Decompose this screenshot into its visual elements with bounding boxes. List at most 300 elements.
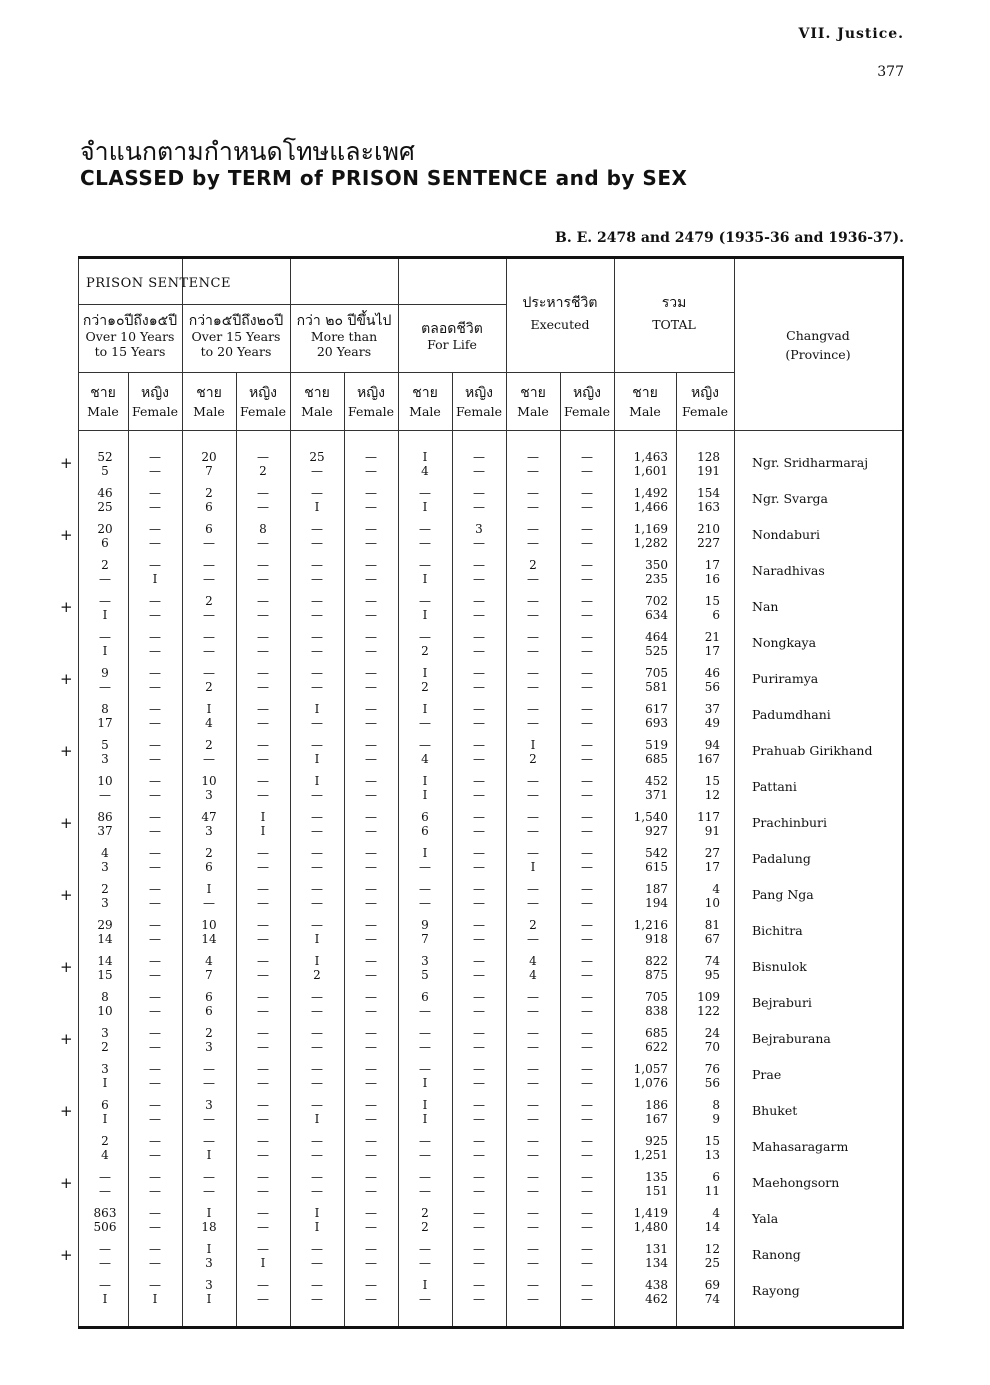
table-cell: 2: [421, 1206, 429, 1220]
table-cell: —: [365, 896, 377, 910]
table-cell: —: [311, 1076, 323, 1090]
table-cell: I: [206, 1292, 212, 1306]
total-male-cell: 634: [645, 608, 668, 622]
table-cell: —: [473, 1292, 485, 1306]
table-cell: —: [149, 1184, 161, 1198]
table-cell: 3: [205, 1098, 213, 1112]
table-cell: —: [149, 500, 161, 514]
table-cell: —: [365, 630, 377, 644]
table-cell: 6: [421, 810, 429, 824]
table-cell: 29: [97, 918, 113, 932]
table-cell: —: [473, 752, 485, 766]
table-cell: —: [365, 788, 377, 802]
table-cell: —: [581, 1256, 593, 1270]
table-cell: —: [311, 846, 323, 860]
table-cell: —: [311, 1170, 323, 1184]
table-cell: —: [581, 1098, 593, 1112]
table-cell: 2: [101, 1134, 109, 1148]
total-male-cell: 1,492: [633, 486, 668, 500]
total-male-cell: 925: [645, 1134, 668, 1148]
table-cell: —: [581, 702, 593, 716]
total-female-cell: 17: [704, 558, 720, 572]
margin-plus-mark: +: [60, 1246, 73, 1264]
province-name: Yala: [752, 1211, 779, 1226]
table-cell: —: [581, 932, 593, 946]
table-cell: —: [149, 558, 161, 572]
table-cell: —: [149, 630, 161, 644]
table-cell: —: [149, 990, 161, 1004]
table-cell: —: [473, 1242, 485, 1256]
total-male-cell: 838: [645, 1004, 668, 1018]
table-cell: 2: [205, 680, 213, 694]
table-cell: —: [473, 774, 485, 788]
table-cell: I: [102, 1292, 108, 1306]
male-subheader: [78, 386, 128, 419]
table-cell: —: [581, 968, 593, 982]
table-cell: —: [311, 522, 323, 536]
total-male-cell: 350: [645, 558, 668, 572]
sex-thai-label: หญิง: [573, 385, 601, 401]
table-cell: —: [527, 896, 539, 910]
table-cell: —: [365, 1098, 377, 1112]
total-male-cell: 464: [645, 630, 668, 644]
table-cell: —: [311, 882, 323, 896]
table-cell: —: [311, 810, 323, 824]
table-cell: —: [581, 896, 593, 910]
table-cell: —: [149, 1062, 161, 1076]
table-cell: —: [311, 1062, 323, 1076]
table-cell: —: [149, 680, 161, 694]
table-cell: —: [257, 486, 269, 500]
column-rule: [182, 259, 183, 1326]
group-thai-label: ตลอดชีวิต: [421, 321, 483, 337]
table-cell: —: [365, 810, 377, 824]
sex-english-label: Female: [239, 404, 287, 419]
total-male-cell: 452: [645, 774, 668, 788]
table-cell: —: [149, 846, 161, 860]
sex-thai-label: หญิง: [357, 385, 385, 401]
column-rule: [452, 372, 453, 1326]
table-cell: —: [257, 680, 269, 694]
table-cell: —: [203, 666, 215, 680]
table-cell: —: [203, 1170, 215, 1184]
total-male-cell: 685: [645, 752, 668, 766]
total-male-cell: 693: [645, 716, 668, 730]
table-cell: —: [203, 1076, 215, 1090]
table-cell: —: [419, 594, 431, 608]
total-male-cell: 927: [645, 824, 668, 838]
table-cell: 86: [97, 810, 113, 824]
table-cell: —: [473, 644, 485, 658]
table-cell: 10: [201, 774, 217, 788]
column-rule: [734, 259, 735, 1326]
table-cell: —: [149, 774, 161, 788]
total-female-cell: 21: [704, 630, 720, 644]
table-cell: —: [473, 1134, 485, 1148]
table-cell: —: [527, 450, 539, 464]
table-cell: 7: [421, 932, 429, 946]
column-rule: [560, 372, 561, 1326]
table-cell: 3: [475, 522, 483, 536]
table-cell: I: [314, 954, 320, 968]
total-male-cell: 1,057: [633, 1062, 668, 1076]
total-male-cell: 525: [645, 644, 668, 658]
total-male-cell: 1,466: [633, 500, 668, 514]
total-male-cell: 438: [645, 1278, 668, 1292]
table-cell: I: [206, 1148, 212, 1162]
table-cell: —: [473, 990, 485, 1004]
province-name: Bhuket: [752, 1103, 798, 1118]
table-cell: —: [527, 1278, 539, 1292]
table-cell: —: [365, 680, 377, 694]
table-cell: —: [311, 608, 323, 622]
table-cell: —: [311, 644, 323, 658]
table-cell: I: [206, 882, 212, 896]
table-cell: —: [149, 522, 161, 536]
column-rule: [344, 372, 345, 1326]
table-cell: —: [581, 860, 593, 874]
table-cell: —: [149, 788, 161, 802]
table-cell: 6: [101, 1098, 109, 1112]
total-male-cell: 822: [645, 954, 668, 968]
table-cell: —: [473, 968, 485, 982]
table-cell: —: [581, 846, 593, 860]
total-female-cell: 56: [704, 1076, 720, 1090]
table-cell: 6: [421, 824, 429, 838]
table-cell: —: [473, 702, 485, 716]
table-cell: I: [422, 450, 428, 464]
table-cell: —: [365, 846, 377, 860]
table-cell: 8: [101, 990, 109, 1004]
table-cell: —: [473, 810, 485, 824]
province-name: Mahasaragarm: [752, 1139, 849, 1154]
table-cell: —: [365, 1062, 377, 1076]
table-cell: —: [311, 572, 323, 586]
table-cell: —: [257, 1112, 269, 1126]
table-cell: 3: [205, 824, 213, 838]
table-cell: —: [365, 1220, 377, 1234]
table-cell: —: [365, 594, 377, 608]
table-cell: —: [527, 1170, 539, 1184]
table-cell: —: [257, 1076, 269, 1090]
table-cell: —: [311, 1040, 323, 1054]
total-female-cell: 210: [697, 522, 720, 536]
margin-plus-mark: +: [60, 1102, 73, 1120]
table-cell: —: [365, 1026, 377, 1040]
table-cell: —: [581, 1134, 593, 1148]
group-english-label-2: 20 Years: [316, 344, 372, 359]
table-cell: —: [311, 1242, 323, 1256]
total-male-cell: 235: [645, 572, 668, 586]
table-cell: —: [149, 450, 161, 464]
table-cell: —: [365, 932, 377, 946]
total-male-cell: 1,282: [633, 536, 668, 550]
table-cell: —: [581, 608, 593, 622]
table-cell: —: [581, 1026, 593, 1040]
sex-english-label: Male: [87, 404, 119, 419]
table-cell: 17: [97, 716, 113, 730]
table-cell: —: [149, 1278, 161, 1292]
table-cell: —: [419, 486, 431, 500]
table-cell: —: [473, 558, 485, 572]
table-cell: —: [473, 630, 485, 644]
table-cell: —: [149, 1112, 161, 1126]
total-female-cell: 8: [712, 1098, 720, 1112]
total-female-cell: 154: [697, 486, 720, 500]
table-bottom-rule: [78, 1326, 904, 1329]
table-cell: —: [365, 500, 377, 514]
table-cell: 25: [97, 500, 113, 514]
table-cell: —: [473, 846, 485, 860]
table-cell: —: [311, 1134, 323, 1148]
table-cell: —: [99, 630, 111, 644]
table-cell: —: [527, 1220, 539, 1234]
table-cell: —: [527, 774, 539, 788]
total-male-cell: 705: [645, 990, 668, 1004]
table-cell: 6: [421, 990, 429, 1004]
total-male-cell: 615: [645, 860, 668, 874]
column-rule: [78, 259, 79, 1326]
column-rule: [290, 259, 291, 1326]
table-cell: —: [203, 1134, 215, 1148]
table-cell: I: [422, 608, 428, 622]
table-cell: I: [422, 774, 428, 788]
table-cell: —: [581, 788, 593, 802]
table-cell: —: [311, 918, 323, 932]
margin-plus-mark: +: [60, 598, 73, 616]
table-cell: 47: [201, 810, 217, 824]
total-male-cell: 194: [645, 896, 668, 910]
group-thai-label: กว่า ๒๐ ปีขึ้นไป: [296, 313, 392, 329]
table-cell: —: [99, 1170, 111, 1184]
table-cell: I: [102, 608, 108, 622]
table-cell: —: [473, 464, 485, 478]
table-cell: —: [149, 594, 161, 608]
table-cell: —: [365, 1004, 377, 1018]
table-cell: —: [257, 572, 269, 586]
header-rule: [78, 304, 506, 305]
table-cell: —: [527, 846, 539, 860]
table-cell: —: [365, 1040, 377, 1054]
province-header-label-2: (Province): [785, 347, 851, 362]
table-cell: —: [257, 738, 269, 752]
group-english-label: For Life: [427, 337, 477, 352]
table-cell: —: [311, 1148, 323, 1162]
total-male-cell: 1,540: [633, 810, 668, 824]
table-cell: —: [257, 896, 269, 910]
female-subheader: [344, 386, 398, 419]
table-cell: —: [257, 608, 269, 622]
table-cell: —: [257, 1134, 269, 1148]
province-name: Pang Nga: [752, 887, 814, 902]
total-male-cell: 1,480: [633, 1220, 668, 1234]
table-cell: —: [473, 486, 485, 500]
table-cell: —: [419, 1148, 431, 1162]
table-cell: —: [257, 644, 269, 658]
table-cell: —: [257, 1098, 269, 1112]
table-cell: —: [149, 932, 161, 946]
page-number: 377: [877, 64, 904, 80]
table-cell: —: [473, 1026, 485, 1040]
table-cell: I: [422, 846, 428, 860]
table-cell: —: [257, 536, 269, 550]
table-cell: 6: [205, 860, 213, 874]
province-name: Prachinburi: [752, 815, 827, 830]
table-cell: —: [149, 1256, 161, 1270]
total-male-cell: 1,601: [633, 464, 668, 478]
sentence-group-header: [506, 296, 614, 332]
province-name: Prae: [752, 1067, 782, 1082]
table-cell: —: [473, 680, 485, 694]
table-cell: —: [311, 1184, 323, 1198]
total-female-cell: 15: [704, 1134, 720, 1148]
table-cell: —: [473, 1206, 485, 1220]
total-male-cell: 519: [645, 738, 668, 752]
table-cell: I: [422, 1098, 428, 1112]
table-cell: —: [581, 1278, 593, 1292]
table-cell: I: [422, 702, 428, 716]
table-cell: —: [419, 536, 431, 550]
table-cell: 14: [201, 932, 217, 946]
table-cell: 5: [101, 464, 109, 478]
margin-plus-mark: +: [60, 886, 73, 904]
table-cell: 9: [421, 918, 429, 932]
table-cell: 7: [205, 464, 213, 478]
table-cell: —: [527, 536, 539, 550]
province-name: Puriramya: [752, 671, 819, 686]
table-cell: I: [314, 1220, 320, 1234]
header-rule: [78, 372, 734, 373]
table-cell: —: [419, 1004, 431, 1018]
total-female-cell: 12: [704, 1242, 720, 1256]
table-cell: 6: [205, 500, 213, 514]
province-name: Bejraburi: [752, 995, 812, 1010]
table-cell: 3: [205, 1278, 213, 1292]
table-cell: 4: [101, 846, 109, 860]
table-cell: —: [311, 716, 323, 730]
table-cell: —: [581, 882, 593, 896]
table-cell: —: [311, 594, 323, 608]
table-cell: 2: [529, 752, 537, 766]
table-cell: 20: [97, 522, 113, 536]
table-cell: I: [422, 500, 428, 514]
table-cell: 3: [101, 896, 109, 910]
total-female-cell: 70: [704, 1040, 720, 1054]
table-cell: I: [102, 644, 108, 658]
table-cell: —: [149, 1220, 161, 1234]
table-cell: —: [581, 1220, 593, 1234]
table-cell: —: [257, 752, 269, 766]
table-cell: I: [260, 824, 266, 838]
sex-english-label: Male: [193, 404, 225, 419]
table-cell: —: [581, 558, 593, 572]
table-cell: —: [365, 990, 377, 1004]
province-name: Padumdhani: [752, 707, 831, 722]
table-cell: 46: [97, 486, 113, 500]
sex-thai-label: หญิง: [465, 385, 493, 401]
table-cell: —: [149, 1242, 161, 1256]
total-male-cell: 1,419: [633, 1206, 668, 1220]
table-cell: 7: [205, 968, 213, 982]
table-cell: —: [473, 1278, 485, 1292]
column-rule: [506, 259, 507, 1326]
table-cell: —: [257, 702, 269, 716]
total-male-cell: 134: [645, 1256, 668, 1270]
table-cell: 14: [97, 954, 113, 968]
table-cell: 2: [205, 738, 213, 752]
group-thai-label: กว่า๑๕ปีถึง๒๐ปี: [188, 313, 284, 329]
table-cell: —: [473, 536, 485, 550]
province-name: Ranong: [752, 1247, 801, 1262]
total-female-cell: 74: [704, 1292, 720, 1306]
sentence-group-header: [182, 314, 290, 359]
table-cell: —: [257, 1004, 269, 1018]
table-cell: 3: [101, 1062, 109, 1076]
table-cell: 2: [529, 918, 537, 932]
male-subheader: [182, 386, 236, 419]
table-cell: —: [149, 702, 161, 716]
total-male-cell: 131: [645, 1242, 668, 1256]
table-cell: I: [314, 932, 320, 946]
total-female-cell: 128: [697, 450, 720, 464]
total-male-cell: 617: [645, 702, 668, 716]
column-rule: [902, 259, 904, 1326]
table-cell: —: [365, 1292, 377, 1306]
table-cell: —: [527, 1026, 539, 1040]
margin-plus-mark: +: [60, 1030, 73, 1048]
table-cell: I: [260, 810, 266, 824]
table-cell: —: [419, 558, 431, 572]
table-cell: —: [419, 1256, 431, 1270]
total-male-cell: 1,076: [633, 1076, 668, 1090]
table-cell: —: [99, 680, 111, 694]
total-female-cell: 95: [704, 968, 720, 982]
total-female-cell: 67: [704, 932, 720, 946]
province-name: Prahuab Girikhand: [752, 743, 873, 758]
group-thai-label: กว่า๑๐ปีถึง๑๕ปี: [82, 313, 178, 329]
table-cell: —: [365, 644, 377, 658]
table-cell: —: [365, 716, 377, 730]
total-female-cell: 4: [712, 882, 720, 896]
table-cell: 10: [201, 918, 217, 932]
table-cell: —: [365, 1256, 377, 1270]
total-male-cell: 918: [645, 932, 668, 946]
table-cell: 6: [205, 522, 213, 536]
table-cell: —: [581, 630, 593, 644]
table-cell: —: [257, 846, 269, 860]
total-male-cell: 135: [645, 1170, 668, 1184]
sex-thai-label: ชาย: [304, 385, 330, 401]
total-male-cell: 186: [645, 1098, 668, 1112]
table-cell: I: [422, 788, 428, 802]
table-cell: —: [99, 1184, 111, 1198]
table-cell: —: [473, 788, 485, 802]
table-cell: —: [527, 1206, 539, 1220]
table-cell: 2: [101, 1040, 109, 1054]
total-female-cell: 167: [697, 752, 720, 766]
table-cell: —: [149, 860, 161, 874]
table-cell: —: [419, 630, 431, 644]
table-cell: —: [149, 738, 161, 752]
table-cell: —: [365, 608, 377, 622]
table-cell: —: [527, 464, 539, 478]
table-cell: —: [365, 1278, 377, 1292]
table-cell: 5: [421, 968, 429, 982]
table-cell: —: [527, 788, 539, 802]
sentence-group-header: [398, 322, 506, 352]
table-cell: —: [473, 1220, 485, 1234]
total-female-cell: 122: [697, 1004, 720, 1018]
